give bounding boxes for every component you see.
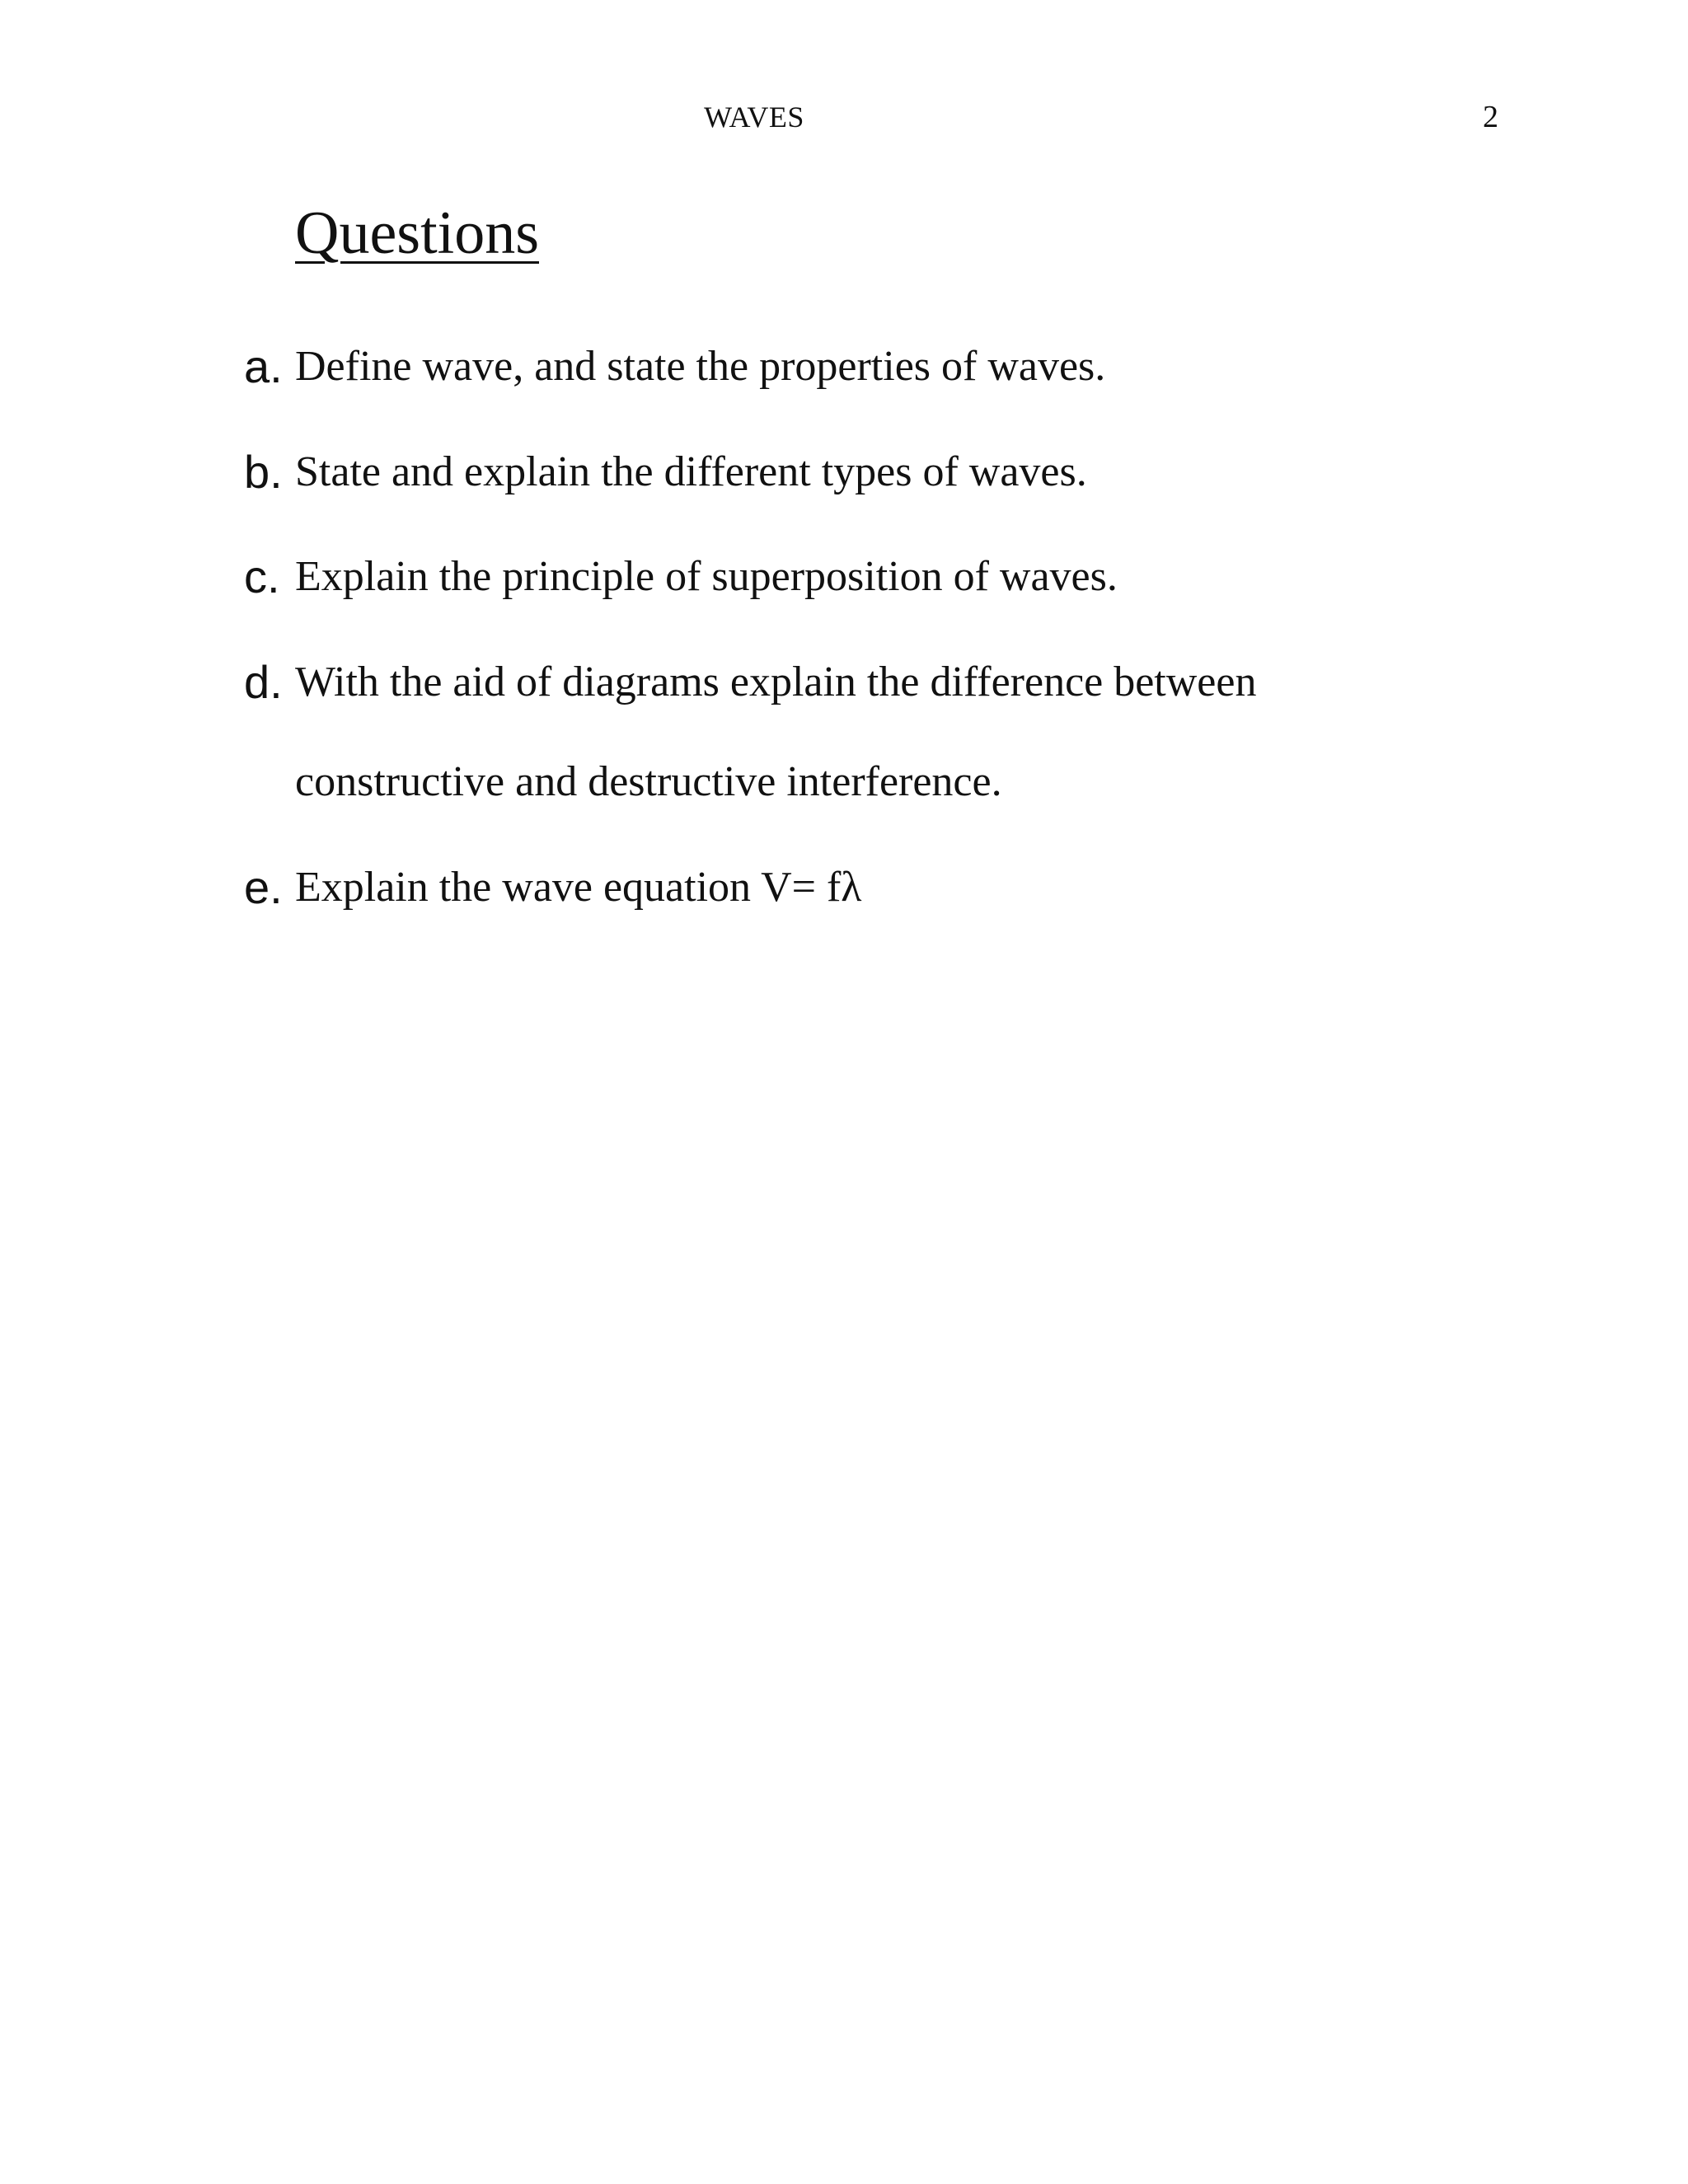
list-marker: c. xyxy=(244,551,280,602)
question-text: Explain the wave equation V= fλ xyxy=(295,864,862,911)
list-marker: a. xyxy=(244,340,283,392)
section-title: Questions xyxy=(295,199,539,267)
running-head: WAVES xyxy=(704,101,804,134)
question-text: With the aid of diagrams explain the difference between xyxy=(295,658,1257,705)
question-text-continuation: constructive and destructive interference. xyxy=(295,758,1002,805)
list-marker: d. xyxy=(244,656,283,708)
question-text: State and explain the different types of waves. xyxy=(295,448,1087,495)
question-text: Explain the principle of superposition of waves. xyxy=(295,553,1118,600)
list-marker: b. xyxy=(244,446,283,498)
page-number: 2 xyxy=(1483,100,1498,134)
list-marker: e. xyxy=(244,861,283,913)
question-text: Define wave, and state the properties of waves. xyxy=(295,343,1106,390)
